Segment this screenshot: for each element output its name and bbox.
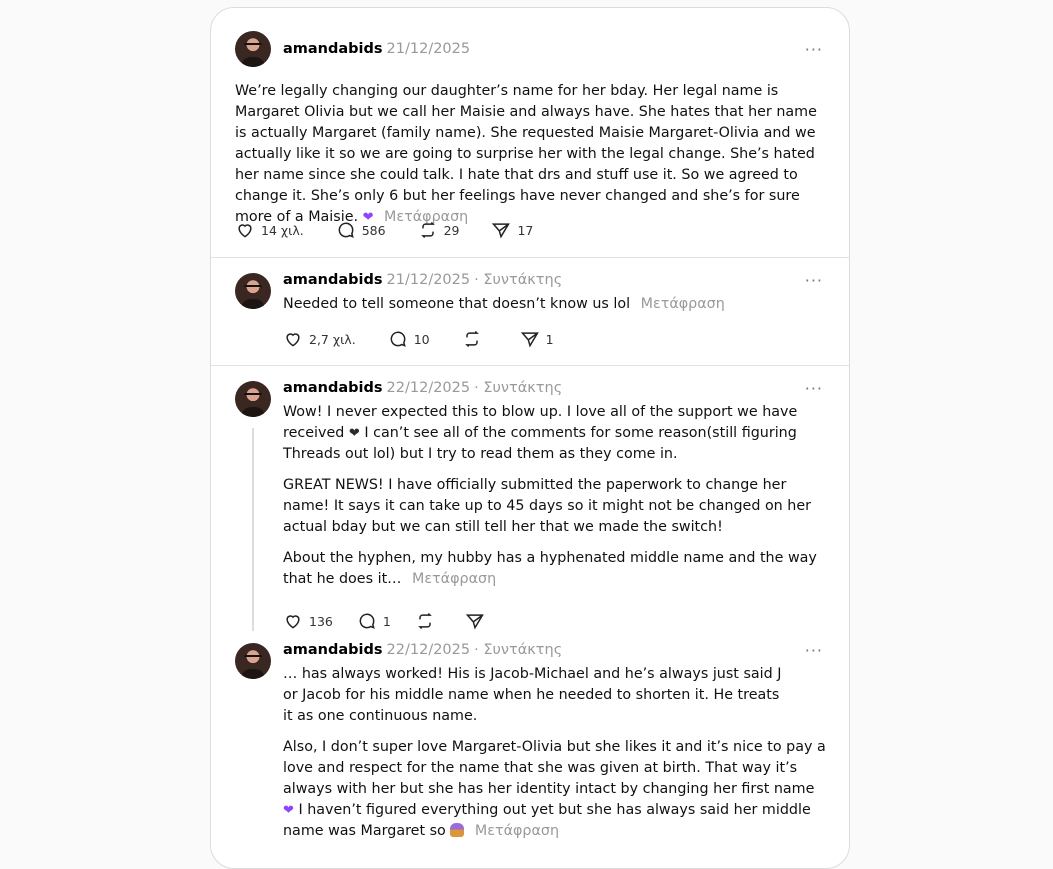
post-header	[283, 41, 470, 57]
send-icon	[491, 220, 511, 240]
thread-card	[210, 7, 850, 869]
username[interactable]: amandabids	[283, 272, 383, 288]
author-tag: · Συντάκτης	[474, 380, 563, 396]
repost-count: 29	[443, 222, 460, 238]
paragraph-2	[283, 737, 828, 842]
more-options-icon[interactable]: ···	[804, 271, 823, 290]
post-date[interactable]: 21/12/2025	[386, 272, 471, 288]
reply-count: 10	[413, 331, 430, 347]
avatar[interactable]	[235, 381, 271, 417]
post-body	[235, 81, 831, 228]
black-heart-icon: ❤	[348, 426, 360, 441]
repost-button[interactable]	[418, 220, 460, 240]
share-button[interactable]	[465, 611, 491, 631]
like-count: 136	[309, 613, 333, 629]
paragraph-2: GREAT NEWS! I have officially submitted the paperwork to change her name! It says it can take up to 45 days so it might not be changed on her actual bday but we can still tell her that we made the switch!	[283, 477, 812, 535]
more-options-icon[interactable]: ···	[804, 40, 823, 59]
comment-icon	[336, 220, 356, 240]
post-text: We’re legally changing our daughter’s name for her bday. Her legal name is Margaret Olivia but we call her Maisie and always have. She hates that her name is actually Margaret (family name). She requested Maisie Margaret-Olivia and we actually like it so we are going to surprise her with the legal change. She’s hated her name since she could talk. I hate that drs and stuff use it. So we agreed to change it. She’s only 6 but her feelings have never changed and she’s for sure more of a Maisie.	[235, 83, 817, 225]
muffin-emoji-icon	[450, 823, 464, 837]
post-body	[283, 402, 828, 600]
share-count: 1	[545, 331, 554, 347]
heart-icon	[235, 220, 255, 240]
repost-icon	[415, 611, 435, 631]
like-button[interactable]	[235, 220, 304, 240]
avatar[interactable]	[235, 643, 271, 679]
paragraph-1	[283, 402, 828, 465]
divider	[211, 365, 849, 366]
paragraph-1: … has always worked! His is Jacob-Michael and he’s always just said J or Jacob for his middle name when he needed to shorten it. He treats it as one continuous name.	[283, 666, 782, 724]
more-options-icon[interactable]: ···	[804, 379, 823, 398]
repost-button[interactable]	[462, 329, 488, 349]
like-count: 14 χιλ.	[261, 222, 304, 238]
heart-icon	[283, 611, 303, 631]
username[interactable]: amandabids	[283, 380, 383, 396]
reply-button[interactable]	[336, 220, 386, 240]
post-text: Also, I don’t super love Margaret-Olivia but she likes it and it’s nice to pay a love and respect for the name that she was given at birth. That way it’s always with her but she has her identity intact by changing her first name	[283, 739, 826, 797]
reply-count: 1	[382, 613, 391, 629]
repost-icon	[462, 329, 482, 349]
share-button[interactable]	[520, 329, 554, 349]
comment-icon	[357, 611, 377, 631]
avatar[interactable]	[235, 31, 271, 67]
post-actions	[235, 220, 565, 240]
thread-connector-line	[252, 428, 254, 631]
heart-icon	[283, 329, 303, 349]
post-text: Needed to tell someone that doesn’t know us lol	[283, 296, 631, 312]
purple-heart-icon: ❤	[362, 210, 374, 225]
post-body	[283, 664, 828, 852]
translate-link[interactable]: Μετάφραση	[474, 823, 560, 839]
post-actions	[283, 329, 586, 349]
send-icon	[520, 329, 540, 349]
post-text: I haven’t figured everything out yet but she has always said her middle name was Margaret so	[283, 802, 811, 839]
post-header	[283, 642, 562, 658]
like-count: 2,7 χιλ.	[309, 331, 356, 347]
post-text: Wow! I never expected this to blow up. I love all of the support we have received	[283, 404, 798, 441]
reply-button[interactable]	[388, 329, 430, 349]
repost-icon	[418, 220, 438, 240]
username[interactable]: amandabids	[283, 642, 383, 658]
repost-button[interactable]	[415, 611, 441, 631]
post-text: About the hyphen, my hubby has a hyphenated middle name and the way that he does it…	[283, 550, 817, 587]
post-date[interactable]: 22/12/2025	[386, 642, 471, 658]
reply-button[interactable]	[357, 611, 391, 631]
like-button[interactable]	[283, 611, 333, 631]
translate-link[interactable]: Μετάφραση	[412, 571, 497, 587]
reply-count: 586	[361, 222, 386, 238]
avatar[interactable]	[235, 273, 271, 309]
post-header	[283, 272, 562, 288]
username[interactable]: amandabids	[283, 41, 383, 57]
divider	[211, 257, 849, 258]
more-options-icon[interactable]: ···	[804, 641, 823, 660]
share-count: 17	[517, 222, 534, 238]
like-button[interactable]	[283, 329, 356, 349]
translate-link[interactable]: Μετάφραση	[640, 296, 725, 312]
post-header	[283, 380, 562, 396]
translate-link[interactable]: Μετάφραση	[384, 209, 469, 225]
post-text: I can’t see all of the comments for some reason(still figuring Threads out lol) but I try to read them as they come in.	[283, 425, 797, 462]
post-body	[283, 294, 823, 315]
author-tag: · Συντάκτης	[474, 642, 563, 658]
post-date[interactable]: 21/12/2025	[386, 41, 471, 57]
purple-heart-icon: ❤	[283, 803, 294, 818]
author-tag: · Συντάκτης	[474, 272, 563, 288]
share-button[interactable]	[491, 220, 533, 240]
comment-icon	[388, 329, 408, 349]
send-icon	[465, 611, 485, 631]
post-actions	[283, 611, 523, 631]
paragraph-3	[283, 548, 828, 590]
post-date[interactable]: 22/12/2025	[386, 380, 471, 396]
